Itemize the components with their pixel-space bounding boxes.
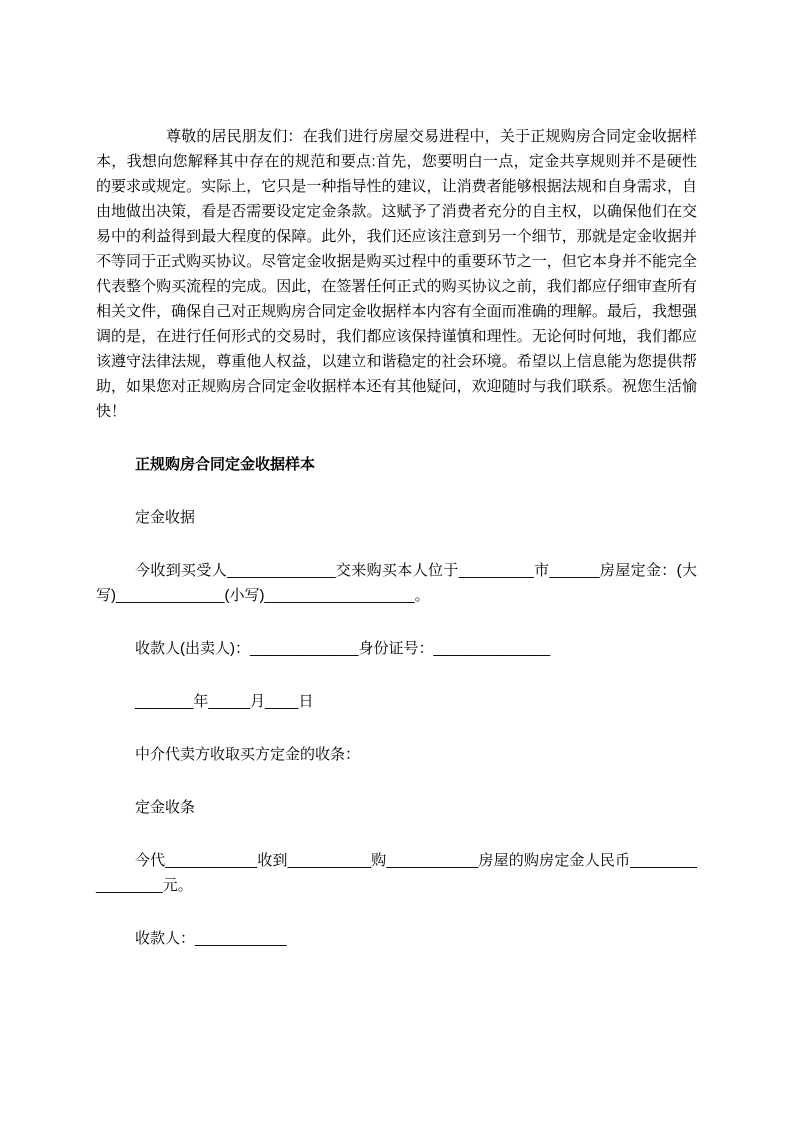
document-title: 正规购房合同定金收据样本 xyxy=(135,456,316,473)
intro-paragraph: 尊敬的居民朋友们：在我们进行房屋交易进程中，关于正规购房合同定金收据样本，我想向您解释其中存在的规范和要点:首先，您要明白一点，定金共享规则并不是硬性的要求或规定。实际上，它只是一种指导性的建议，让消费者能够根据法规和自身需求，自由地做出决策，看是否需要设定定金条款。这赋予了消费者充分的自主权，以确保他们在交易中的利益得到最大程度的保障。此外，我们还应该注意到另一个细节，那就是定金收据并不等同于正式购买协议。尽管定金收据是购买过程中的重要环节之一，但它本身并不能完全代表整个购买流程的完成。因此，在签署任何正式的购买协议之前，我们都应仔细审查所有相关文件，确保自己对正规购房合同定金收据样本内容有全面而准确的理解。最后，我想强调的是，在进行任何形式的交易时，我们都应该保持谨慎和理性。无论何时何地，我们都应该遵守法律法规，尊重他人权益，以建立和谐稳定的社会环境。希望以上信息能为您提供帮助，如果您对正规购房合同定金收据样本还有其他疑问，欢迎随时与我们联系。祝您生活愉快！ xyxy=(96,128,697,420)
agent-note-line: 中介代卖方收取买方定金的收条： xyxy=(135,746,361,763)
deposit-receipt-heading: 定金收据 xyxy=(135,509,196,526)
document-content xyxy=(96,124,697,979)
deposit-slip-body-line: 今代___________收到__________购___________房屋的购房定金人民币________________元。 xyxy=(96,852,697,894)
payee-line: 收款人：___________ xyxy=(135,930,287,947)
payee-id-line: 收款人(出卖人)：_____________身份证号：______________ xyxy=(135,640,551,657)
deposit-receipt-body-line: 今收到买受人_____________交来购买本人位于_________市______房屋定金：(大写)_____________(小写)__________________。 xyxy=(96,562,697,604)
deposit-slip-heading: 定金收条 xyxy=(135,799,196,816)
date-line: _______年_____月____日 xyxy=(135,693,314,710)
